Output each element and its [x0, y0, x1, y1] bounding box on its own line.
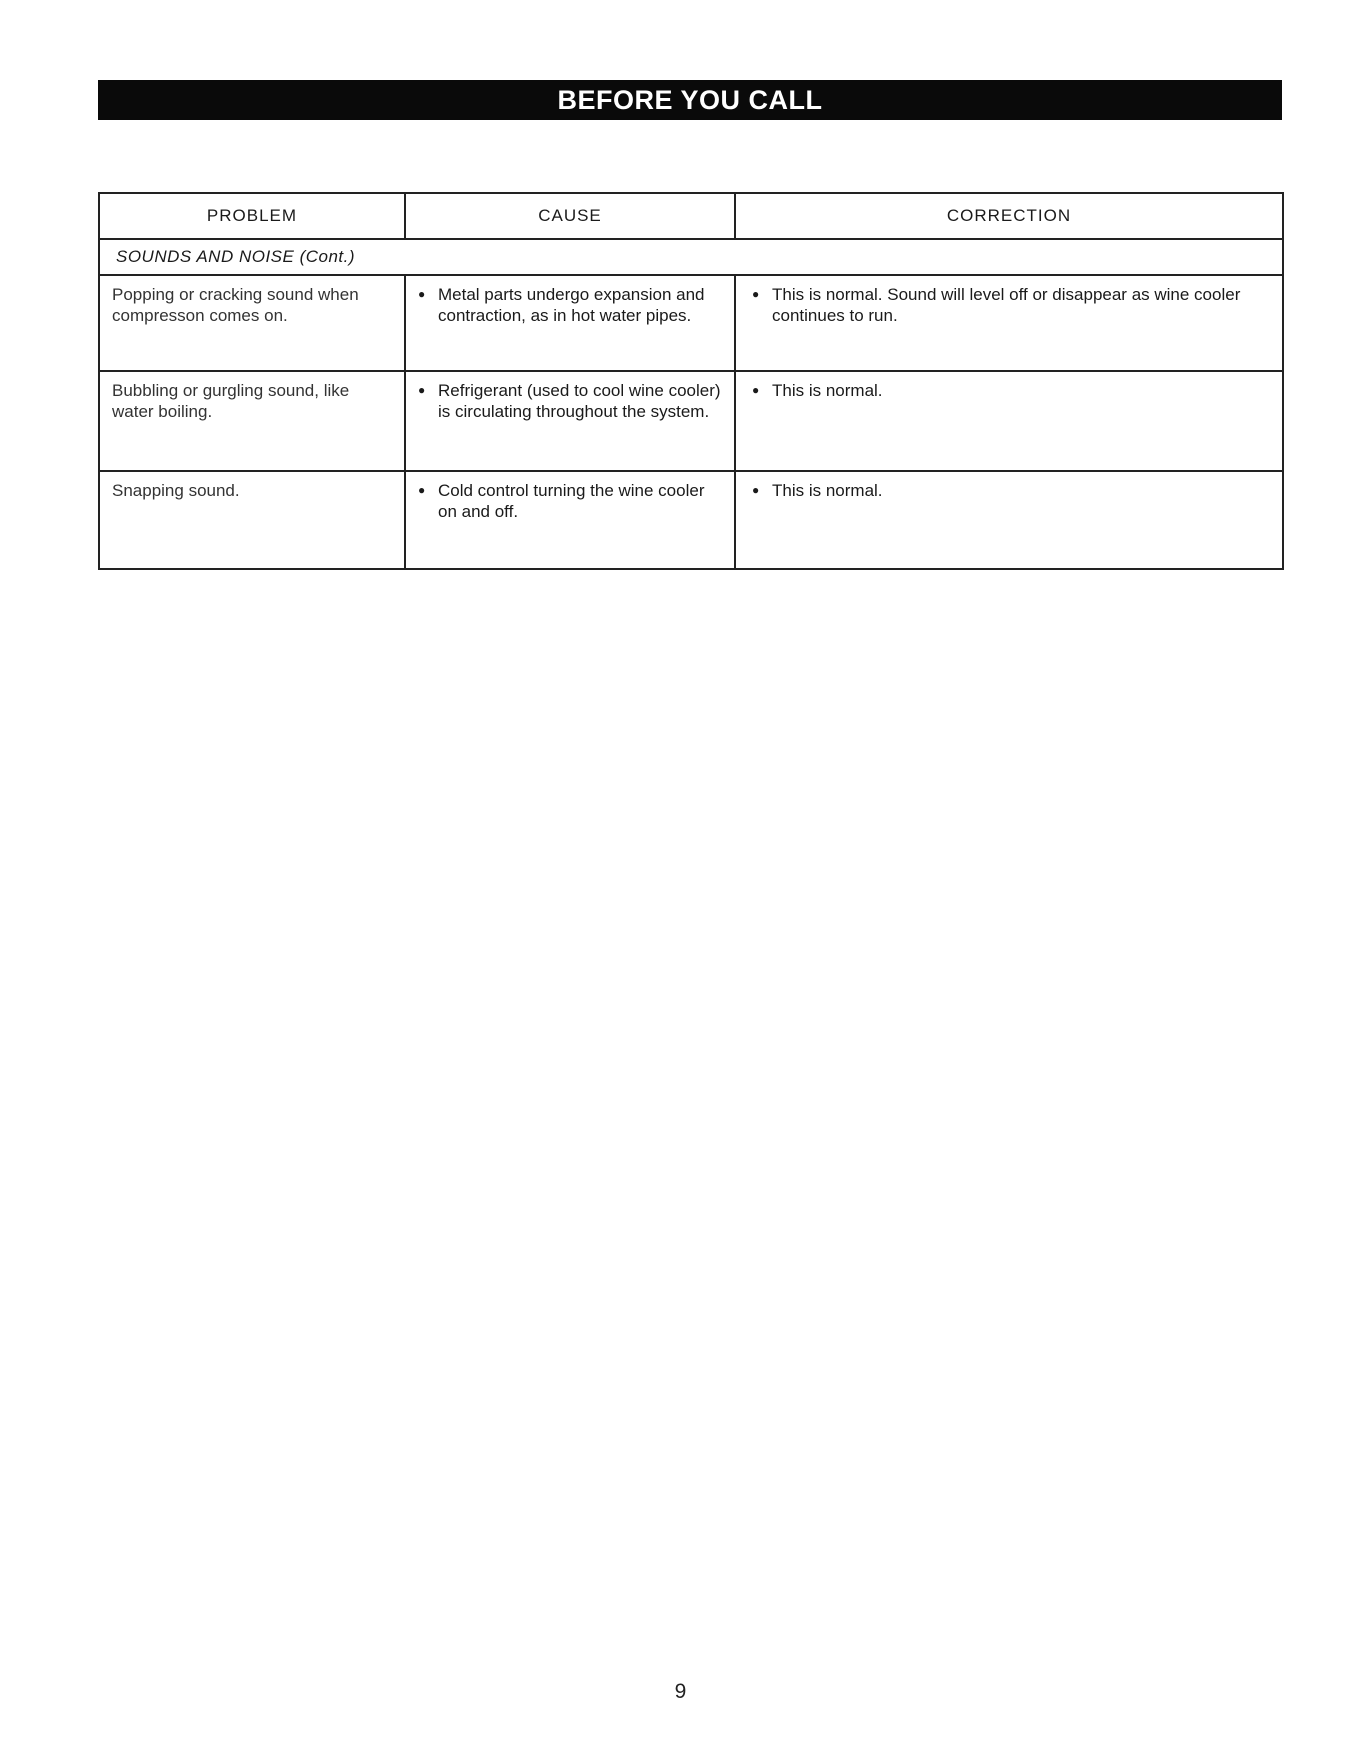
table-row [99, 275, 1283, 371]
correction-cell [735, 275, 1283, 371]
column-header-problem: PROBLEM [99, 193, 405, 239]
section-heading: SOUNDS AND NOISE (Cont.) [99, 239, 1283, 275]
table-row [99, 471, 1283, 569]
cause-cell [405, 471, 735, 569]
bullet-icon: ● [418, 483, 426, 497]
correction-cell [735, 471, 1283, 569]
correction-text: This is normal. [772, 481, 883, 500]
troubleshooting-table [98, 192, 1284, 570]
correction-text: This is normal. Sound will level off or disappear as wine cooler continues to run. [772, 285, 1241, 325]
column-header-cause: CAUSE [405, 193, 735, 239]
bullet-icon: ● [418, 287, 426, 301]
problem-cell: Popping or cracking sound when compresson comes on. [99, 275, 405, 371]
bullet-icon: ● [752, 383, 760, 397]
cause-cell [405, 275, 735, 371]
cause-cell [405, 371, 735, 471]
page-title: BEFORE YOU CALL [557, 84, 823, 115]
cause-text: Refrigerant (used to cool wine cooler) is circulating throughout the system. [438, 381, 721, 421]
bullet-icon: ● [418, 383, 426, 397]
problem-cell: Snapping sound. [99, 471, 405, 569]
cause-text: Cold control turning the wine cooler on and off. [438, 481, 705, 521]
problem-cell: Bubbling or gurgling sound, like water boiling. [99, 371, 405, 471]
table-header-row [99, 193, 1283, 239]
column-header-correction: CORRECTION [735, 193, 1283, 239]
bullet-icon: ● [752, 483, 760, 497]
correction-text: This is normal. [772, 381, 883, 400]
page-number: 9 [674, 1680, 687, 1703]
page-title-banner [98, 80, 1282, 120]
cause-text: Metal parts undergo expansion and contraction, as in hot water pipes. [438, 285, 705, 325]
section-row [99, 239, 1283, 275]
bullet-icon: ● [752, 287, 760, 301]
table-row [99, 371, 1283, 471]
correction-cell [735, 371, 1283, 471]
